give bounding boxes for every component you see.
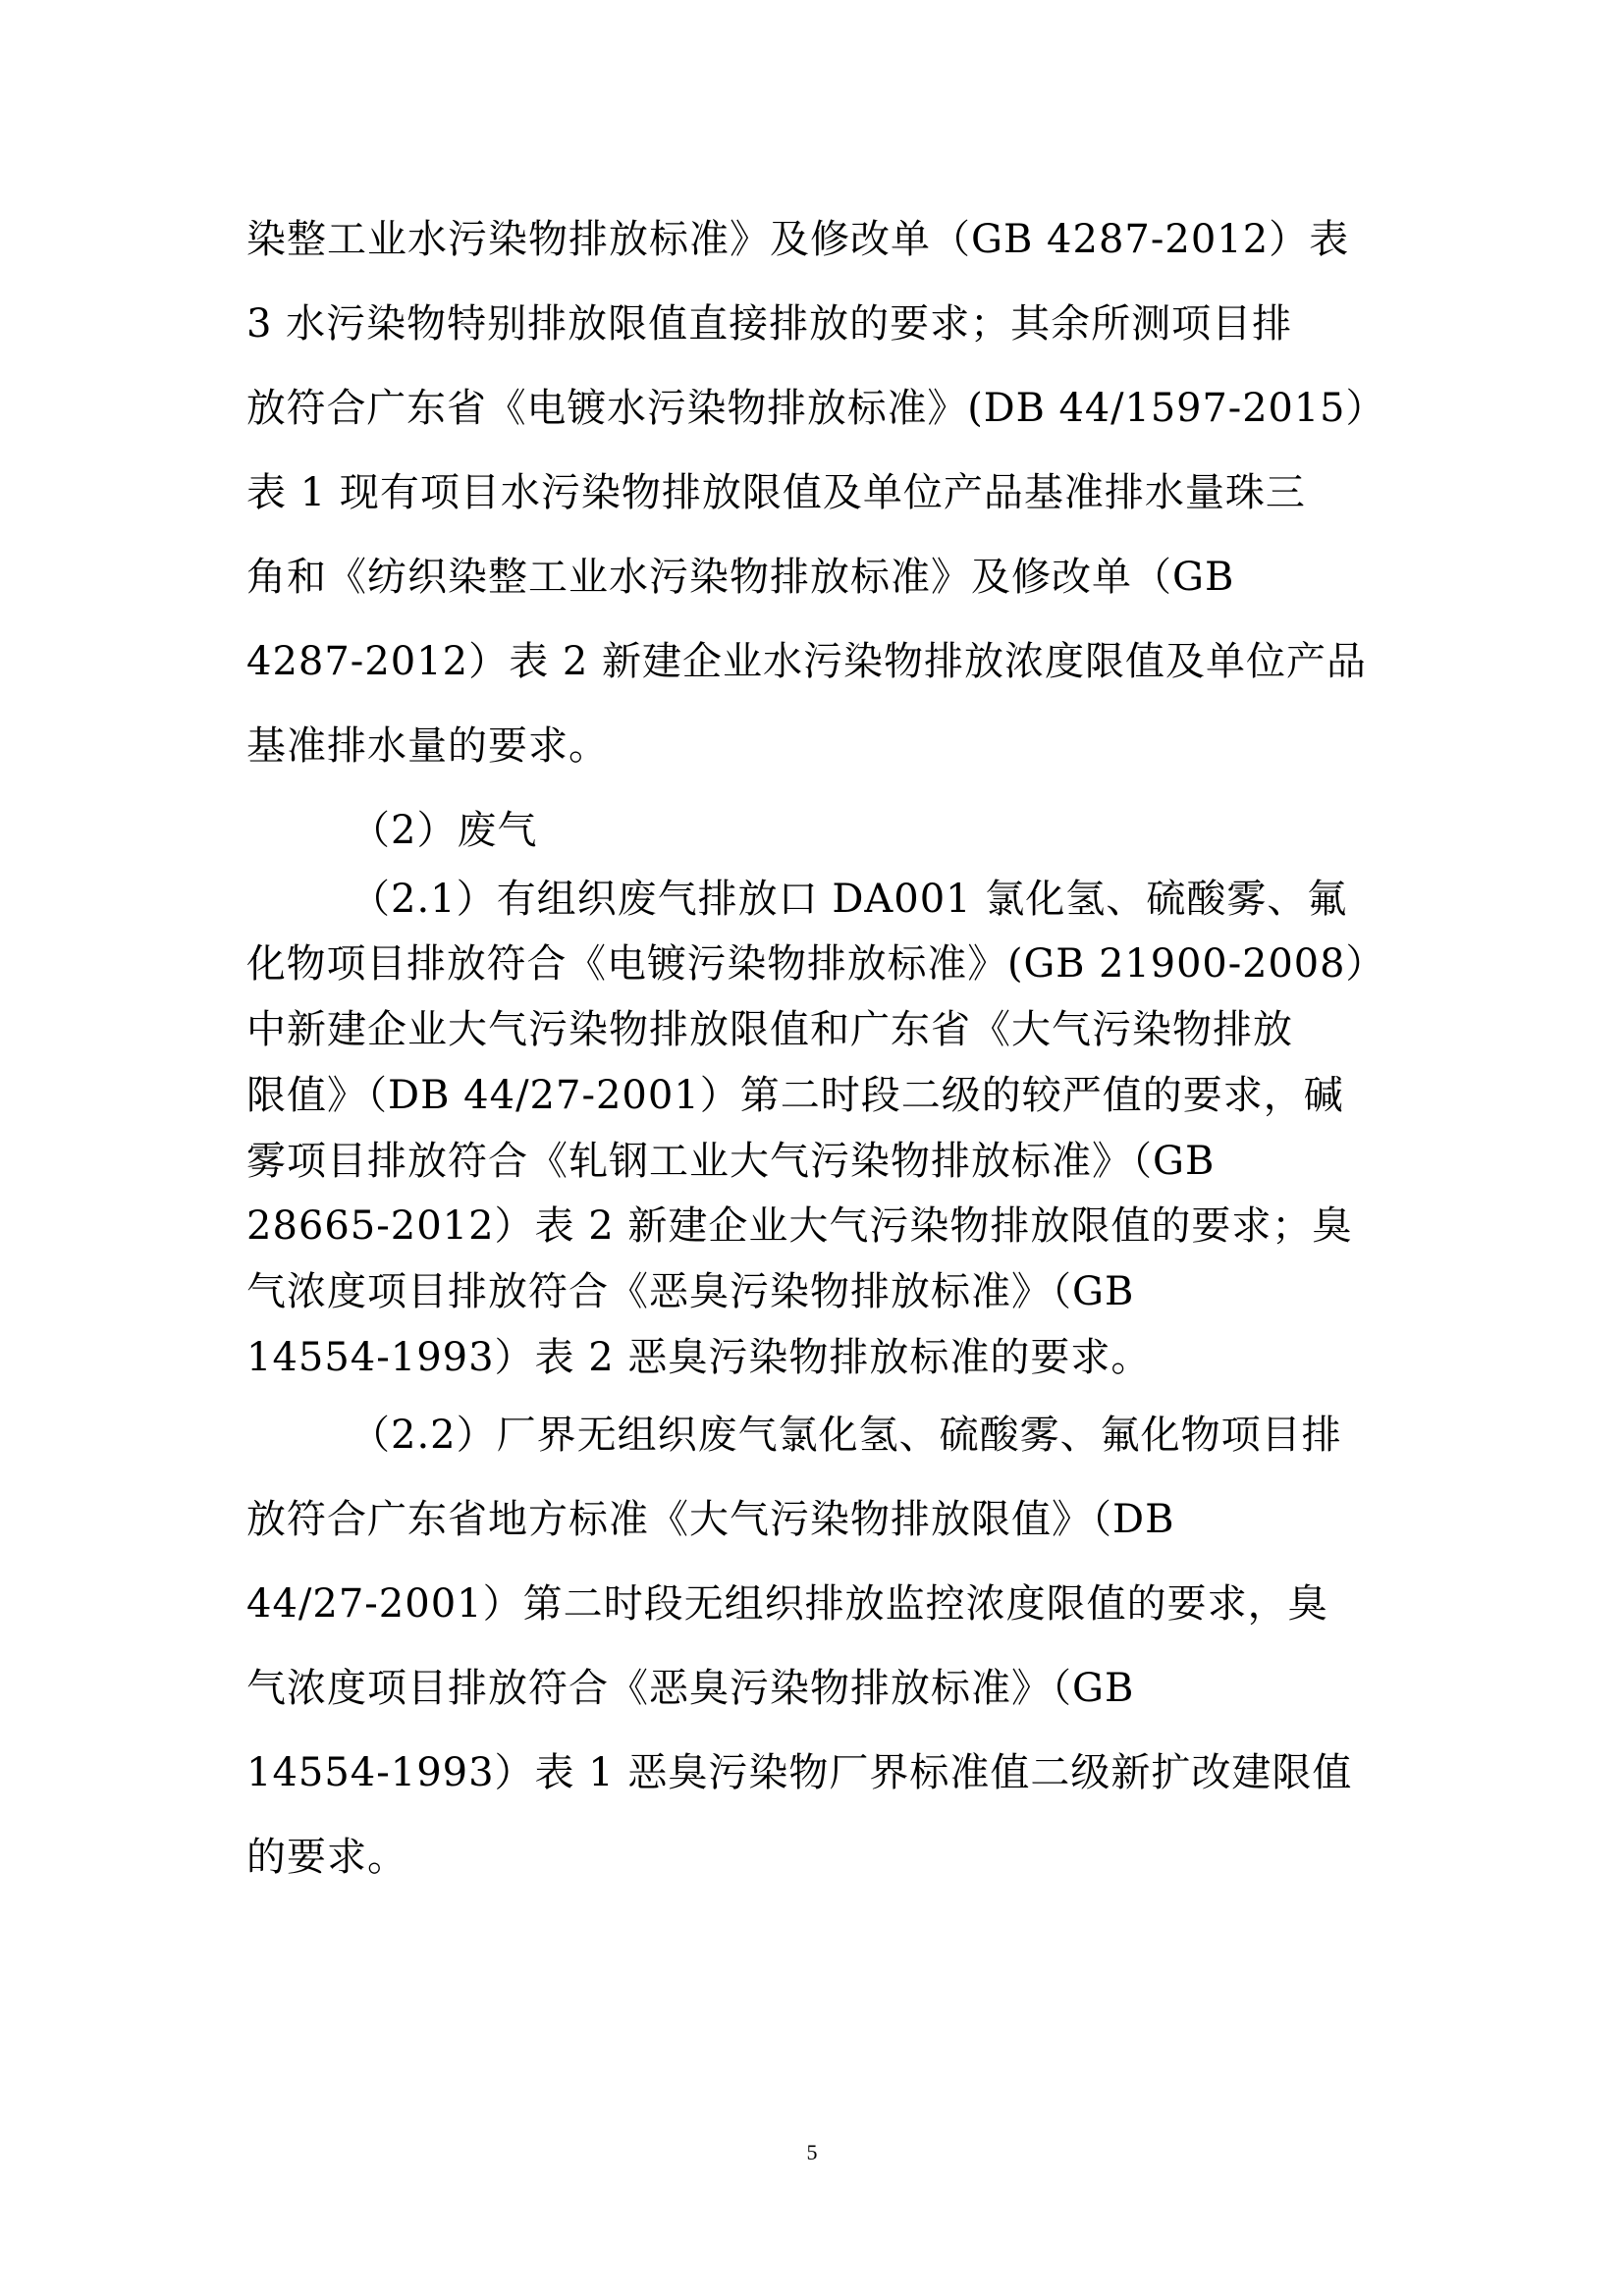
text-line: （2.1）有组织废气排放口 DA001 氯化氢、硫酸雾、氟 bbox=[351, 877, 1348, 922]
text-line: 放符合广东省《电镀水污染物排放标准》(DB 44/1597-2015） bbox=[246, 386, 1386, 431]
text-line: 基准排水量的要求。 bbox=[246, 723, 609, 769]
text-line: 的要求。 bbox=[246, 1835, 407, 1880]
text-line: 中新建企业大气污染物排放限值和广东省《大气污染物排放 bbox=[246, 1007, 1293, 1052]
section-heading: （2）废气 bbox=[351, 808, 538, 853]
text-line: 气浓度项目排放符合《恶臭污染物排放标准》（GB bbox=[246, 1666, 1135, 1711]
text-line: （2.2）厂界无组织废气氯化氢、硫酸雾、氟化物项目排 bbox=[351, 1413, 1342, 1458]
text-line: 14554-1993）表 2 恶臭污染物排放标准的要求。 bbox=[246, 1335, 1152, 1380]
text-line: 3 水污染物特别排放限值直接排放的要求；其余所测项目排 bbox=[246, 301, 1293, 347]
text-line: 染整工业水污染物排放标准》及修改单（GB 4287-2012）表 bbox=[246, 217, 1350, 262]
text-line: 化物项目排放符合《电镀污染物排放标准》(GB 21900-2008） bbox=[246, 941, 1386, 987]
text-line: 角和《纺织染整工业水污染物排放标准》及修改单（GB bbox=[246, 555, 1235, 600]
text-line: 雾项目排放符合《轧钢工业大气污染物排放标准》（GB bbox=[246, 1139, 1216, 1184]
page-number: 5 bbox=[806, 2140, 818, 2164]
text-line: 气浓度项目排放符合《恶臭污染物排放标准》（GB bbox=[246, 1269, 1135, 1314]
text-line: 28665-2012）表 2 新建企业大气污染物排放限值的要求；臭 bbox=[246, 1203, 1353, 1249]
text-line: 4287-2012）表 2 新建企业水污染物排放浓度限值及单位产品 bbox=[246, 639, 1367, 684]
text-line: 14554-1993）表 1 恶臭污染物厂界标准值二级新扩改建限值 bbox=[246, 1750, 1353, 1795]
text-line: 放符合广东省地方标准《大气污染物排放限值》（DB bbox=[246, 1497, 1175, 1542]
text-line: 限值》（DB 44/27-2001）第二时段二级的较严值的要求，碱 bbox=[246, 1073, 1344, 1118]
text-line: 表 1 现有项目水污染物排放限值及单位产品基准排水量珠三 bbox=[246, 470, 1306, 515]
text-line: 44/27-2001）第二时段无组织排放监控浓度限值的要求，臭 bbox=[246, 1581, 1328, 1627]
